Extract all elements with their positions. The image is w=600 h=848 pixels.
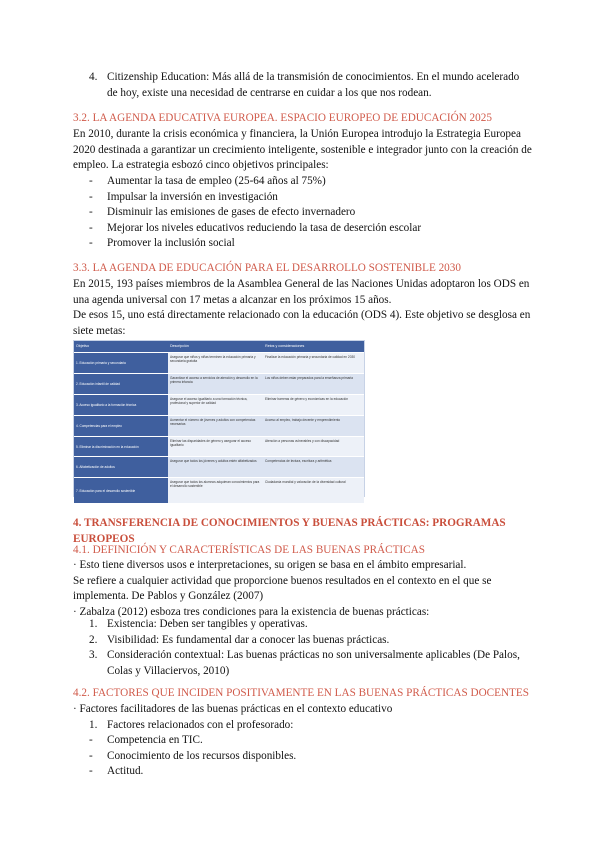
section-4-2-heading: 4.2. FACTORES QUE INCIDEN POSITIVAMENTE EN LAS BUENAS PRÁCTICAS DOCENTES [73,687,529,699]
table-cell: 5. Eliminar la discriminación en la educación [74,437,168,456]
ods4-goals-table [73,340,365,497]
header-cell: Descripción [170,344,189,348]
item-number: 4. [89,71,98,83]
list-item: 1. Factores relacionados con el profesorado: [89,718,294,731]
table-cell: Eliminar las disparidades de género y asegurar el acceso igualitario [168,437,263,456]
list-item: - Aumentar la tasa de empleo (25-64 años al 75%) [89,175,326,187]
table-row [74,415,364,436]
list-item: 1. Existencia: Deben ser tangibles y operativas. [89,618,308,630]
section-4-heading: 4. TRANSFERENCIA DE CONOCIMIENTOS Y BUENAS PRÁCTICAS: PROGRAMAS EUROPEOS [73,517,506,545]
list-item: - Impulsar la inversión en investigación [89,190,278,203]
list-item: - Disminuir las emisiones de gases de efecto invernadero [89,206,356,219]
table-cell: Competencias de lectura, escritura y aritmética [263,457,364,477]
table-row [74,394,364,415]
item-line-1: Citizenship Education: Más allá de la transmisión de conocimientos. En el mundo acelerado [107,71,520,83]
table-row [74,456,364,477]
section-3-3-paragraph [73,277,533,339]
para-line: · Esto tiene diversos usos e interpretaciones, su origen se basa en el ámbito empresarial. [73,559,467,571]
table-cell: Aumentar el número de jóvenes y adultos con competencias necesarias [168,416,263,436]
citizenship-item [73,70,533,101]
para-line: 2020 destinada a garantizar un crecimiento inteligente, sostenible e integrador junto con la creación de [73,143,532,156]
table-cell: 2. Educación infantil de calidad [74,374,168,394]
table-row [74,373,364,394]
table-cell: Garantizar el acceso a servicios de atención y desarrollo en la primera infancia [168,374,263,394]
table-cell: Los niños deben estar preparados para la enseñanza primaria [263,374,364,394]
table-cell: Asegurar el acceso igualitario a una formación técnica, profesional y superior de calidad [168,395,263,415]
table-cell: Atención a personas vulnerables y con discapacidad [263,437,364,456]
list-item: - Mejorar los niveles educativos reduciendo la tasa de deserción escolar [89,221,422,234]
table-cell: 7. Educación para el desarrollo sostenible [74,478,168,503]
section-3-3-heading: 3.3. LA AGENDA DE EDUCACIÓN PARA EL DESARROLLO SOSTENIBLE 2030 [73,262,461,274]
table-body [74,352,364,503]
para-line: En 2010, durante la crisis económica y financiera, la Unión Europea introdujo la Estrategia Europea [73,128,521,140]
table-cell: 6. Alfabetización de adultos [74,457,168,477]
list-item: 3. Consideración contextual: Las buenas prácticas no son universalmente aplicables (De Palos, [89,649,520,662]
list-item: 2. Visibilidad: Es fundamental dar a conocer las buenas prácticas. [89,633,390,646]
table-row [74,436,364,456]
para-line: Se refiere a cualquier actividad que proporcione buenos resultados en el contexto en el que se [73,574,492,587]
list-item-continuation: Colas y Villaciervos, 2010) [107,664,230,677]
header-cell: Retos y consideraciones [265,344,305,348]
para-line: una agenda universal con 17 metas a alcanzar en los próximos 15 años. [73,293,392,306]
section-3-2-paragraph [73,127,533,174]
table-header [74,341,364,352]
objectives-list [73,174,533,252]
list-item: - Actitud. [89,765,144,778]
conditions-list [73,617,533,679]
list-item: - Conocimiento de los recursos disponibles. [89,749,297,762]
para-line: · Zabalza (2012) esboza tres condiciones para la existencia de buenas prácticas: [73,605,430,618]
section-3-2-heading: 3.2. LA AGENDA EDUCATIVA EUROPEA. ESPACIO EUROPEO DE EDUCACIÓN 2025 [73,112,492,124]
section-4-2-text [73,702,533,780]
table-cell: Eliminar barreras de género y económicas en la educación [263,395,364,415]
table-cell: Acceso al empleo, trabajo decente y emprendimiento [263,416,364,436]
para-line: implementa. De Pablos y González (2007) [73,590,264,603]
item-line-2: de hoy, existe una necesidad de centrarse en cuidar a los que nos rodean. [107,86,432,99]
section-4-1-heading: 4.1. DEFINICIÓN Y CARACTERÍSTICAS DE LAS BUENAS PRÁCTICAS [73,544,425,556]
table-cell: Asegurar que niños y niñas terminen la educación primaria y secundaria gratuita [168,353,263,373]
para-line: siete metas: [73,324,126,337]
table-cell: Asegurar que todos los jóvenes y adultos estén alfabetizados [168,457,263,477]
table-cell: 3. Acceso igualitario a la formación técnica [74,395,168,415]
table-cell: Finalizar la educación primaria y secundaria de calidad en 2030 [263,353,364,373]
para-line: De esos 15, uno está directamente relacionado con la educación (ODS 4). Este objetivo se desglosa en [73,309,531,322]
table-cell: Asegurar que todos los alumnos adquieran conocimientos para el desarrollo sostenible [168,478,263,503]
para-line: · Factores facilitadores de las buenas prácticas en el contexto educativo [73,703,393,715]
table-cell: Ciudadanía mundial y valoración de la diversidad cultural [263,478,364,503]
table-row [74,352,364,373]
header-cell: Objetivo [76,344,90,348]
para-line: empleo. La estrategia esbozó cinco objetivos principales: [73,159,329,172]
list-item: - Promover la inclusión social [89,237,235,250]
table-cell: 4. Competencias para el empleo [74,416,168,436]
section-4-1-text [73,558,533,620]
list-item: - Competencia en TIC. [89,734,203,747]
para-line: En 2015, 193 países miembros de la Asamblea General de las Naciones Unidas adoptaron los ODS en [73,278,530,290]
table-row [74,477,364,503]
table-cell: 1. Educación primaria y secundaria [74,353,168,373]
